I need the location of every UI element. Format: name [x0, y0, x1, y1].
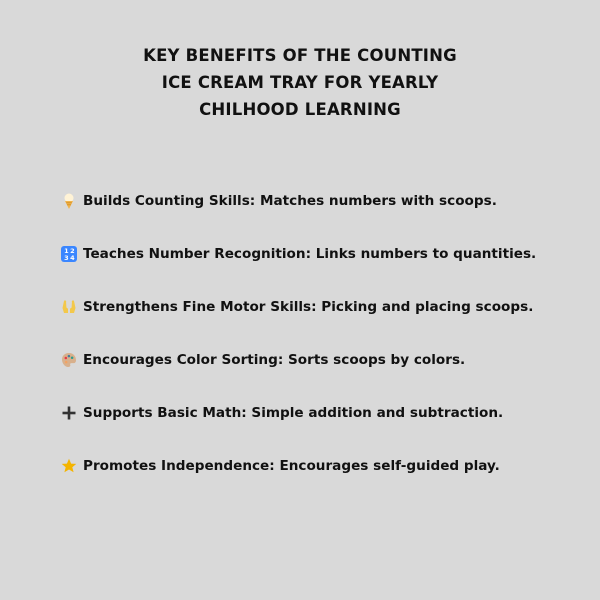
star-icon: [60, 457, 78, 475]
benefit-item-fine-motor-skills: [60, 290, 590, 324]
benefit-text: Supports Basic Math: Simple addition and subtraction.: [83, 405, 504, 421]
number-input-icon: [60, 245, 78, 263]
raised-hands-icon: [60, 298, 78, 316]
plus-icon: [60, 404, 78, 422]
benefit-text: Builds Counting Skills: Matches numbers with scoops.: [83, 193, 497, 209]
benefit-item-counting-skills: [60, 184, 590, 218]
svg-text:3: 3: [64, 254, 69, 263]
benefit-item-independence: [60, 449, 590, 483]
title-line-3: CHILHOOD LEARNING: [199, 100, 401, 119]
svg-text:4: 4: [70, 254, 75, 263]
artist-palette-icon: [60, 351, 78, 369]
title-line-1: KEY BENEFITS OF THE COUNTING: [143, 46, 457, 65]
benefit-item-number-recognition: [60, 237, 590, 271]
benefit-item-basic-math: [60, 396, 590, 430]
benefit-text: Encourages Color Sorting: Sorts scoops by colors.: [83, 352, 466, 368]
title-line-2: ICE CREAM TRAY FOR YEARLY: [161, 73, 439, 92]
ice-cream-cone-icon: [60, 192, 78, 210]
benefit-text: Teaches Number Recognition: Links numbers to quantities.: [83, 246, 537, 262]
benefit-text: Promotes Independence: Encourages self-guided play.: [83, 458, 500, 474]
benefit-text: Strengthens Fine Motor Skills: Picking and placing scoops.: [83, 299, 534, 315]
svg-text:2: 2: [70, 247, 75, 256]
svg-text:1: 1: [64, 247, 69, 256]
page-title: [0, 42, 600, 123]
benefit-item-color-sorting: [60, 343, 590, 377]
benefits-list: [60, 184, 590, 502]
